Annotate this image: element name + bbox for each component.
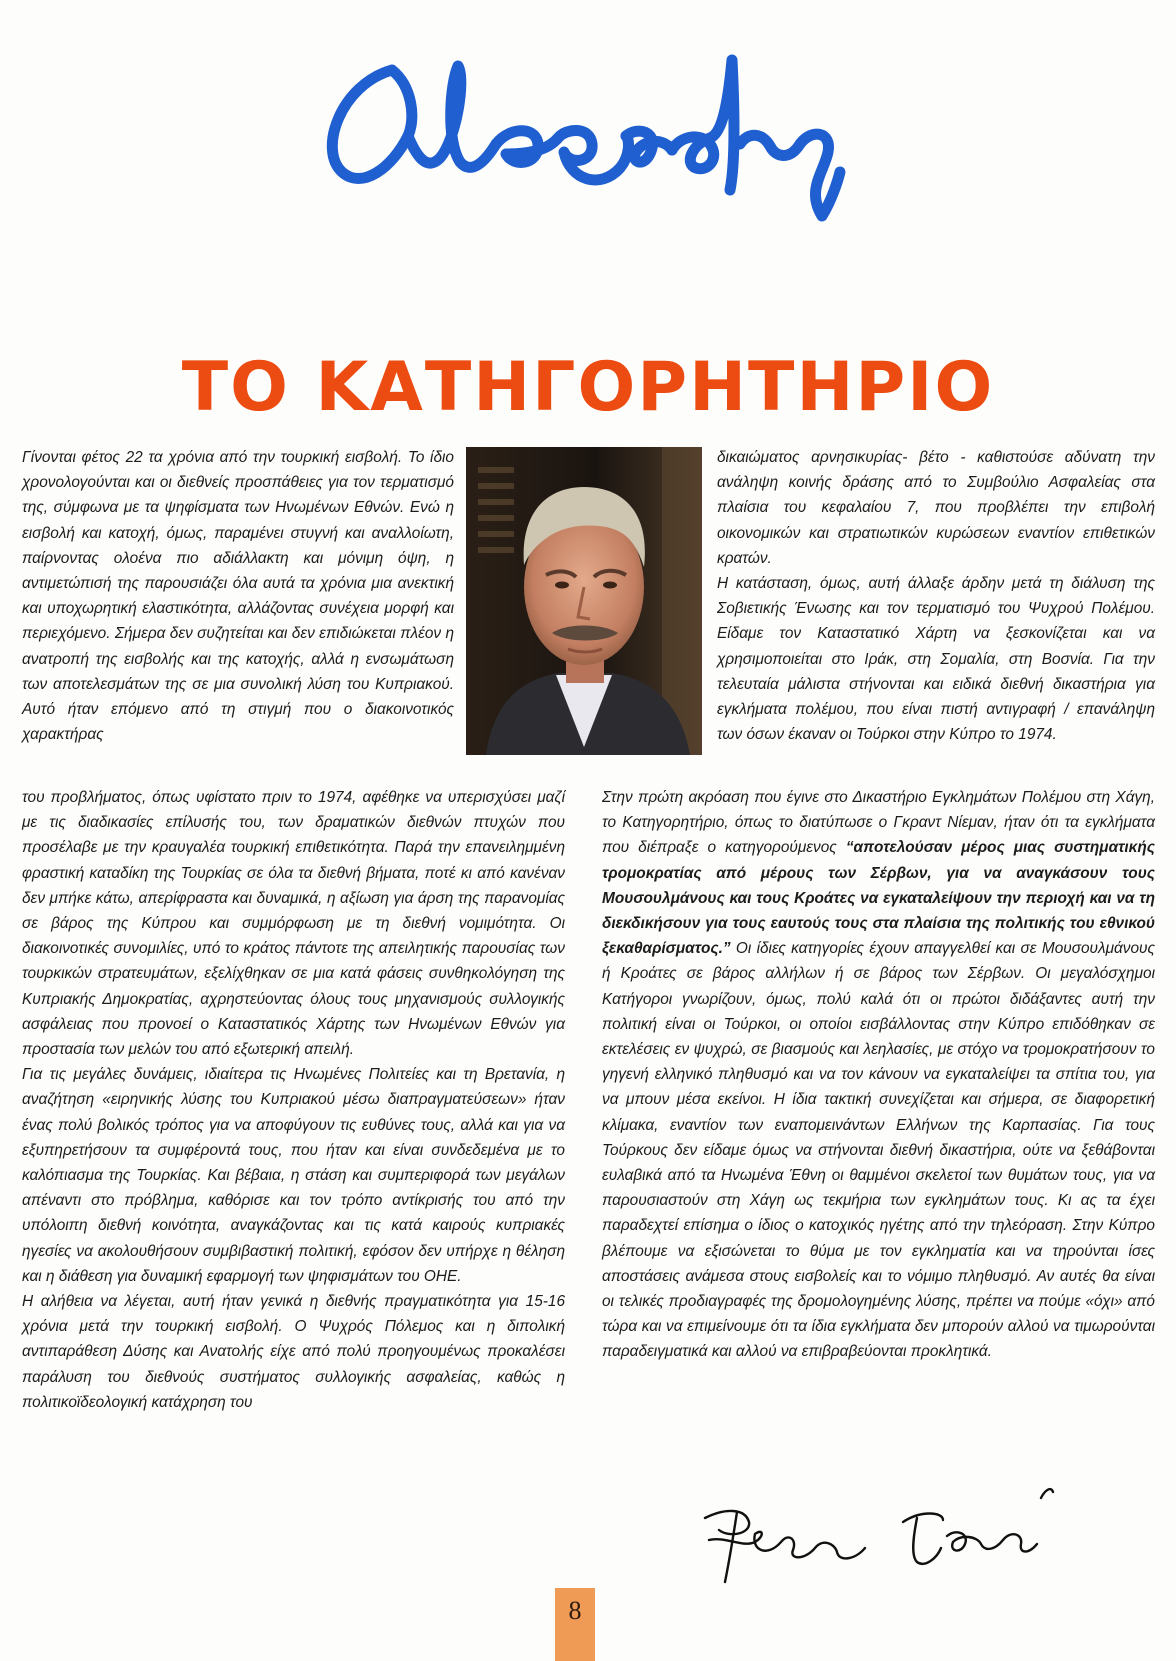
paragraph: Η κατάσταση, όμως, αυτή άλλαξε άρδην μετά τη διάλυση της Σοβιετικής Ένωσης και τον τερματισμό του Ψυχρού Πολέμου. Είδαμε τον Καταστατικό Χάρτη να ξεσκονίζεται και να χρησιμοποιείται στο Ιράκ, στη Σομαλία, στη Βοσνία. Για την τελευταία μάλιστα στήνονται και ειδικά διεθνή δικαστήρια για εγκλήματα πολέμου, που είναι πιστή αντιγραφή / επανάληψη των όσων έκαναν οι Τούρκοι στην Κύπρο το 1974.	[717, 575, 1155, 744]
paragraph	[602, 785, 1155, 1365]
page-number-badge: 8	[555, 1588, 595, 1661]
indictment-quote: “αποτελούσαν μέρος μιας συστηματικής τρομοκρατίας από μέρους των Σέρβων, για να αναγκάσουν τους Μουσουλμάνους και τους Κροάτες να εγκαταλείψουν την περιοχή και να τη διεκδικήσουν για τους εαυτούς τους στα πλαίσια της πολιτικής του εθνικού ξεκαθαρίσματος.”	[602, 839, 1155, 958]
paragraph: δικαιώματος αρνησικυρίας- βέτο - καθιστούσε αδύνατη την ανάληψη κοινής δράσης από το Συμβούλιο Ασφαλείας στα πλαίσια του κεφαλαίου 7, που προβλέπει την επιβολή οικονομικών και στρατιωτικών κυρώσεων εναντίον επιθετικών κρατών.	[717, 449, 1155, 567]
column-right-bottom	[602, 785, 1155, 1365]
column-left-top	[22, 445, 454, 747]
column-right-top	[717, 445, 1155, 747]
column-left-bottom	[22, 785, 565, 1415]
paragraph-intro: Στην πρώτη ακρόαση που έγινε στο Δικαστήριο Εγκλημάτων Πολέμου στη Χάγη, το Κατηγορητήριο, όπως το διατύπωσε ο Γκραντ Νίεμαν, ήταν ότι τα εγκλήματα που διέπραξε ο κατηγορούμενος	[602, 789, 1155, 857]
article-title: ΤΟ ΚΑΤΗΓΟΡΗΤΗΡΙΟ	[181, 348, 995, 427]
author-signature	[685, 1478, 1085, 1588]
masthead-script-logo	[300, 40, 860, 230]
paragraph: Για τις μεγάλες δυνάμεις, ιδιαίτερα τις Ηνωμένες Πολιτείες και τη Βρετανία, η αναζήτηση «ειρηνικής λύσης του Κυπριακού μέσω διαπραγματεύσεων» ήταν ένας πολύ βολικός τρόπος για να αποφύγουν τις ευθύνες τους, αλλά και για να εξυπηρετήσουν τα συμφέροντά τους, που ήταν και είναι συνδεδεμένα με το καλόπιασμα της Τουρκίας. Και βέβαια, η στάση και συμπεριφορά των μεγάλων απέναντι στο πρόβλημα, καθόρισε και τον τρόπο αντίκρισής του από την υπόλοιπη διεθνή κοινότητα, αναγκάζοντας και τις κατά καιρούς κυπριακές ηγεσίες να ακολουθήσουν συμβιβαστική πολιτική, εφόσον δεν υπήρχε η θέληση και η διάθεση για δυναμική εφαρμογή των ψηφισμάτων του ΟΗΕ.	[22, 1066, 565, 1285]
paragraph-continuation: Οι ίδιες κατηγορίες έχουν απαγγελθεί και σε Μουσουλμάνους ή Κροάτες σε βάρος αλλήλων ή σε βάρος των Σέρβων. Οι μεγαλόσχημοι Κατήγοροι γνωρίζουν, όμως, πολύ καλά ότι οι πρώτοι διδάξαντες αυτή την πολιτική είναι οι Τούρκοι, οι οποίοι εισβάλλοντας στην Κύπρο επιδόθηκαν σε εκτελέσεις εν ψυχρώ, σε βιασμούς και λεηλασίες, με στόχο να τρομοκρατήσουν το γηγενή ελληνικό πληθυσμό και να τον κάνουν να εγκαταλείψει τα σπίτια του, για να μπουν μέσα εκείνοι. Η ίδια τακτική συνεχίζεται και σήμερα, σε διαφορετική κλίμακα, εναντίον των εναπομεινάντων Ελλήνων της Καρπασίας. Για τους Τούρκους δεν είδαμε όμως να στήνονται διεθνή δικαστήρια, ούτε να ξεθάβονται ευλαβικά από τα Ηνωμένα Έθνη οι θαμμένοι σκελετοί των θυμάτων τους, για να παρουσιαστούν στη Χάγη ως τεκμήρια των εγκλημάτων τους. Κι ας τα έχει παραδεχτεί επίσημα ο ίδιος ο κατοχικός ηγέτης από την τηλεόραση. Στην Κύπρο βλέπουμε να εξισώνεται το θύμα με τον εγκληματία και να τηρούνται ίσες αποστάσεις ανάμεσα στους εισβολείς και το νόμιμο πληθυσμό. Αν αυτές θα είναι οι τελικές προδιαγραφές της δρομολογημένης λύσης, πρέπει να πούμε «όχι» από τώρα και να επιμείνουμε ότι τα ίδια εγκλήματα δεν μπορούν αλλού να τιμωρούνται παραδειγματικά και αλλού να επιβραβεύονται προκλητικά.	[602, 940, 1155, 1361]
paragraph: Η αλήθεια να λέγεται, αυτή ήταν γενικά η διεθνής πραγματικότητα για 15-16 χρόνια μετά την τουρκική εισβολή. Ο Ψυχρός Πόλεμος και η διπολική αντιπαράθεση Δύσης και Ανατολής είχε από πολύ προηγουμένως προκαλέσει παράλυση του διεθνούς συστήματος συλλογικής ασφαλείας, καθώς η πολιτικοϊδεολογική κατάχρηση του	[22, 1293, 565, 1411]
paragraph: του προβλήματος, όπως υφίστατο πριν το 1974, αφέθηκε να υπερισχύσει μαζί με τις διαδικασίες επίλυσής του, των δραματικών διεθνών πτυχών που προσέλαβε με την κραυγαλέα τουρκική επιθετικότητα. Παρά την επανειλημμένη φραστική καταδίκη της Τουρκίας σε όλα τα διεθνή βήματα, ποτέ κι από κανέναν δεν μπήκε κάτω, απερίφραστα και δυναμικά, η αξίωση για άρση της παρανομίας σε βάρος της Κύπρου και συμμόρφωση με τη διεθνή νομιμότητα. Οι διακοινοτικές συνομιλίες, υπό το κράτος πάντοτε της απειλητικής παρουσίας των τουρκικών στρατευμάτων, εξελίχθηκαν σε μια κατά φάσεις συνθηκολόγηση της Κυπριακής Δημοκρατίας, αχρηστεύοντας όλους τους μηχανισμούς συλλογικής ασφάλειας που προνοεί ο Καταστατικός Χάρτης των Ηνωμένων Εθνών για προστασία των μελών του από εξωτερική απειλή.	[22, 789, 565, 1059]
paragraph: Γίνονται φέτος 22 τα χρόνια από την τουρκική εισβολή. Το ίδιο χρονολογούνται και οι διεθνείς προσπάθειες για τον τερματισμό της, σύμφωνα με τα ψηφίσματα των Ηνωμένων Εθνών. Ενώ η εισβολή και κατοχή, όμως, παραμένει στυγνή και αναλλοίωτη, παίρνοντας ολοένα πιο αδιάλλακτη και μόνιμη όψη, η αντιμετώπισή της παρουσιάζει όλα αυτά τα χρόνια μια ανεκτική και υποχωρητική ελαστικότητα, αλλάζοντας συνέχεια μορφή και περιεχόμενο. Σήμερα δεν συζητείται και δεν επιδιώκεται πλέον η ανατροπή της εισβολής και της κατοχής, αλλά η ενσωμάτωση των αποτελεσμάτων της σε μια συνολική λύση του Κυπριακού. Αυτό ήταν επόμενο από τη στιγμή που ο διακοινοτικός χαρακτήρας	[22, 449, 454, 744]
author-portrait-photo	[466, 447, 702, 755]
